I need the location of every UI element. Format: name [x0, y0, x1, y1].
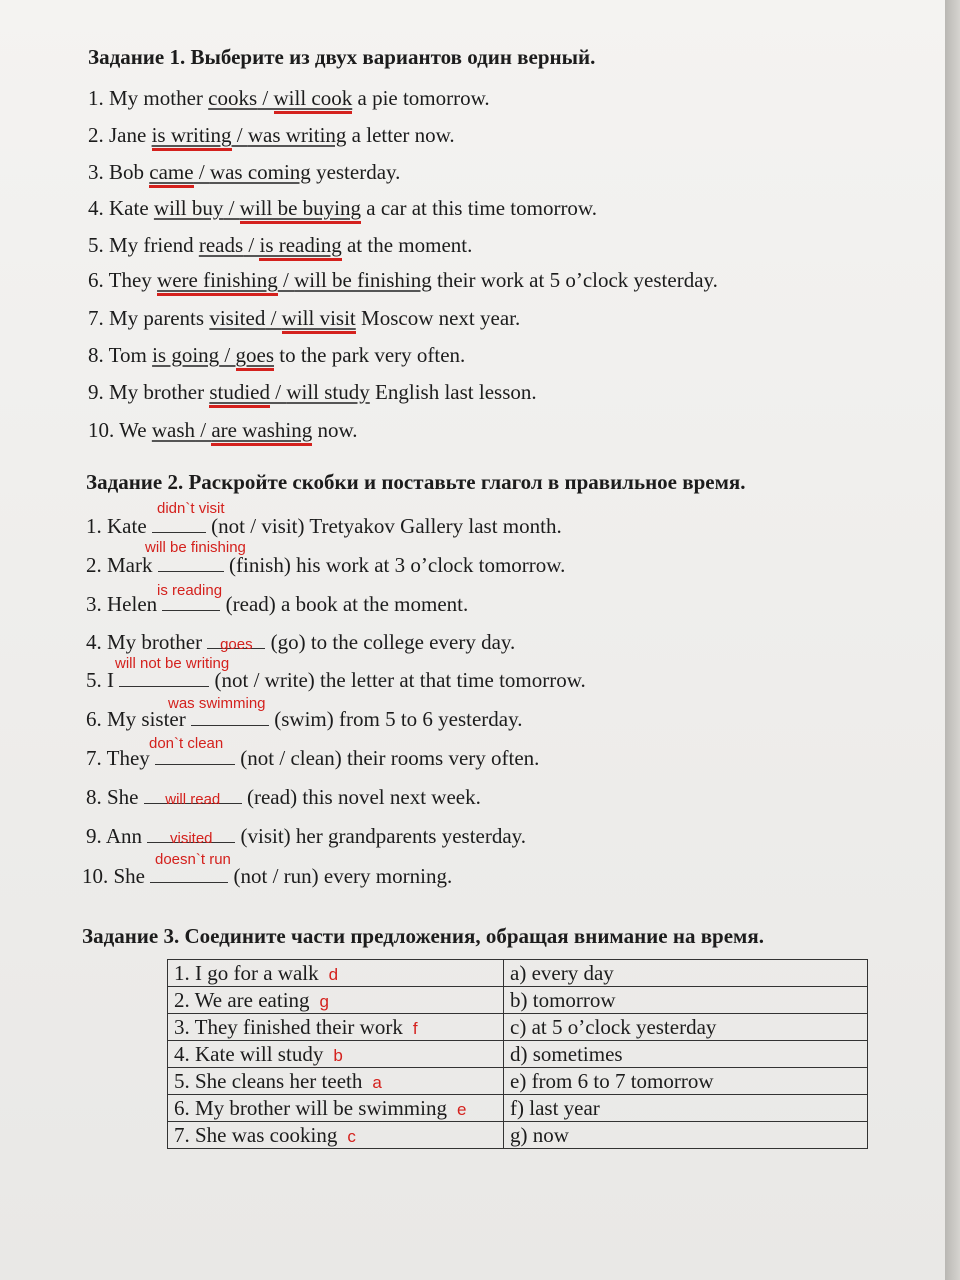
handwritten-answer: e — [456, 1100, 467, 1119]
task1-heading: Задание 1. Выберите из двух вариантов один верный. — [88, 45, 596, 69]
sentence-start: 3. They finished their work f — [168, 1014, 504, 1041]
table-row — [168, 1014, 868, 1041]
handwritten-answer: f — [412, 1019, 418, 1038]
sentence-start: 1. I go for a walk d — [168, 960, 504, 987]
table-row — [168, 1068, 868, 1095]
handwritten-answer: is reading — [157, 582, 223, 599]
selected-answer: came — [149, 160, 193, 188]
task1-item-10: 10. We wash / are washing now. — [88, 418, 358, 443]
table-row — [168, 987, 868, 1014]
task2-item-7: 7. They (not / clean) their rooms very often. — [86, 746, 540, 770]
sentence-end: g) now — [504, 1122, 868, 1149]
task3-heading: Задание 3. Соедините части предложения, обращая внимание на время. — [82, 924, 764, 948]
task1-item-7: 7. My parents visited / will visit Moscow next year. — [88, 306, 520, 331]
table-row — [168, 1122, 868, 1149]
sentence-end: a) every day — [504, 960, 868, 987]
handwritten-answer: didn`t visit — [157, 500, 225, 517]
selected-answer: is writing — [152, 123, 232, 151]
task1-item-9: 9. My brother studied / will study English last lesson. — [88, 380, 537, 405]
task2-item-9: 9. Ann visited (visit) her grandparents yesterday. — [86, 824, 527, 848]
task2-item-4: 4. My brother goes (go) to the college every day. — [86, 630, 516, 654]
sentence-start: 2. We are eating g — [168, 987, 504, 1014]
handwritten-answer: visited — [170, 830, 213, 847]
selected-answer: studied — [209, 380, 270, 408]
table-row — [168, 1095, 868, 1122]
task2-item-10: 10. She (not / run) every morning. — [82, 864, 453, 888]
task2-item-3: 3. Helen (read) a book at the moment. — [86, 592, 469, 616]
task1-item-4: 4. Kate will buy / will be buying a car at this time tomorrow. — [88, 196, 597, 221]
handwritten-answer: g — [319, 992, 329, 1011]
selected-answer: goes — [236, 343, 275, 371]
task2-item-1: 1. Kate (not / visit) Tretyakov Gallery last month. — [86, 514, 562, 538]
table-row — [168, 1041, 868, 1068]
task2-item-8: 8. She will read (read) this novel next week. — [86, 785, 481, 809]
sentence-start: 5. She cleans her teeth a — [168, 1068, 504, 1095]
answer-blank — [152, 514, 206, 533]
task1-item-2: 2. Jane is writing / was writing a letter now. — [88, 123, 455, 148]
handwritten-answer: goes — [220, 636, 253, 653]
page-edge-shadow — [945, 0, 960, 1280]
answer-blank — [144, 785, 242, 808]
answer-blank — [207, 630, 265, 653]
selected-answer: is reading — [259, 233, 341, 261]
task2-heading: Задание 2. Раскройте скобки и поставьте глагол в правильное время. — [86, 470, 746, 494]
answer-blank — [147, 824, 235, 847]
sentence-start: 6. My brother will be swimming e — [168, 1095, 504, 1122]
matching-table — [167, 959, 868, 1149]
answer-blank — [155, 746, 235, 765]
handwritten-answer: was swimming — [168, 695, 266, 712]
answer-blank — [119, 668, 209, 687]
selected-answer: were finishing — [157, 268, 278, 296]
selected-answer: will be buying — [240, 196, 361, 224]
task1-item-3: 3. Bob came / was coming yesterday. — [88, 160, 400, 185]
answer-blank — [191, 707, 269, 726]
task1-item-8: 8. Tom is going / goes to the park very often. — [88, 343, 465, 368]
handwritten-answer: b — [333, 1046, 343, 1065]
handwritten-answer: d — [328, 965, 339, 984]
handwritten-answer: will not be writing — [115, 655, 230, 672]
handwritten-answer: don`t clean — [149, 735, 224, 752]
task1-item-1: 1. My mother cooks / will cook a pie tomorrow. — [88, 86, 490, 111]
task1-item-5: 5. My friend reads / is reading at the moment. — [88, 233, 472, 258]
selected-answer: will cook — [274, 86, 353, 114]
handwritten-answer: a — [372, 1073, 382, 1092]
handwritten-answer: c — [347, 1127, 356, 1146]
task1-item-6: 6. They were finishing / will be finishing their work at 5 o’clock yesterday. — [88, 268, 718, 293]
sentence-end: f) last year — [504, 1095, 868, 1122]
handwritten-answer: will be finishing — [145, 539, 246, 556]
sentence-end: b) tomorrow — [504, 987, 868, 1014]
sentence-end: d) sometimes — [504, 1041, 868, 1068]
answer-blank — [150, 864, 228, 883]
task2-item-6: 6. My sister (swim) from 5 to 6 yesterday. — [86, 707, 523, 731]
sentence-start: 7. She was cooking c — [168, 1122, 504, 1149]
answer-blank — [162, 592, 220, 611]
selected-answer: are washing — [211, 418, 312, 446]
answer-blank — [158, 553, 224, 572]
task2-item-5: 5. I (not / write) the letter at that time tomorrow. — [86, 668, 586, 692]
task2-item-2: 2. Mark (finish) his work at 3 o’clock tomorrow. — [86, 553, 566, 577]
table-row — [168, 960, 868, 987]
sentence-end: e) from 6 to 7 tomorrow — [504, 1068, 868, 1095]
handwritten-answer: doesn`t run — [155, 851, 231, 868]
sentence-start: 4. Kate will study b — [168, 1041, 504, 1068]
selected-answer: will visit — [282, 306, 356, 334]
handwritten-answer: will read — [165, 791, 221, 808]
sentence-end: c) at 5 o’clock yesterday — [504, 1014, 868, 1041]
